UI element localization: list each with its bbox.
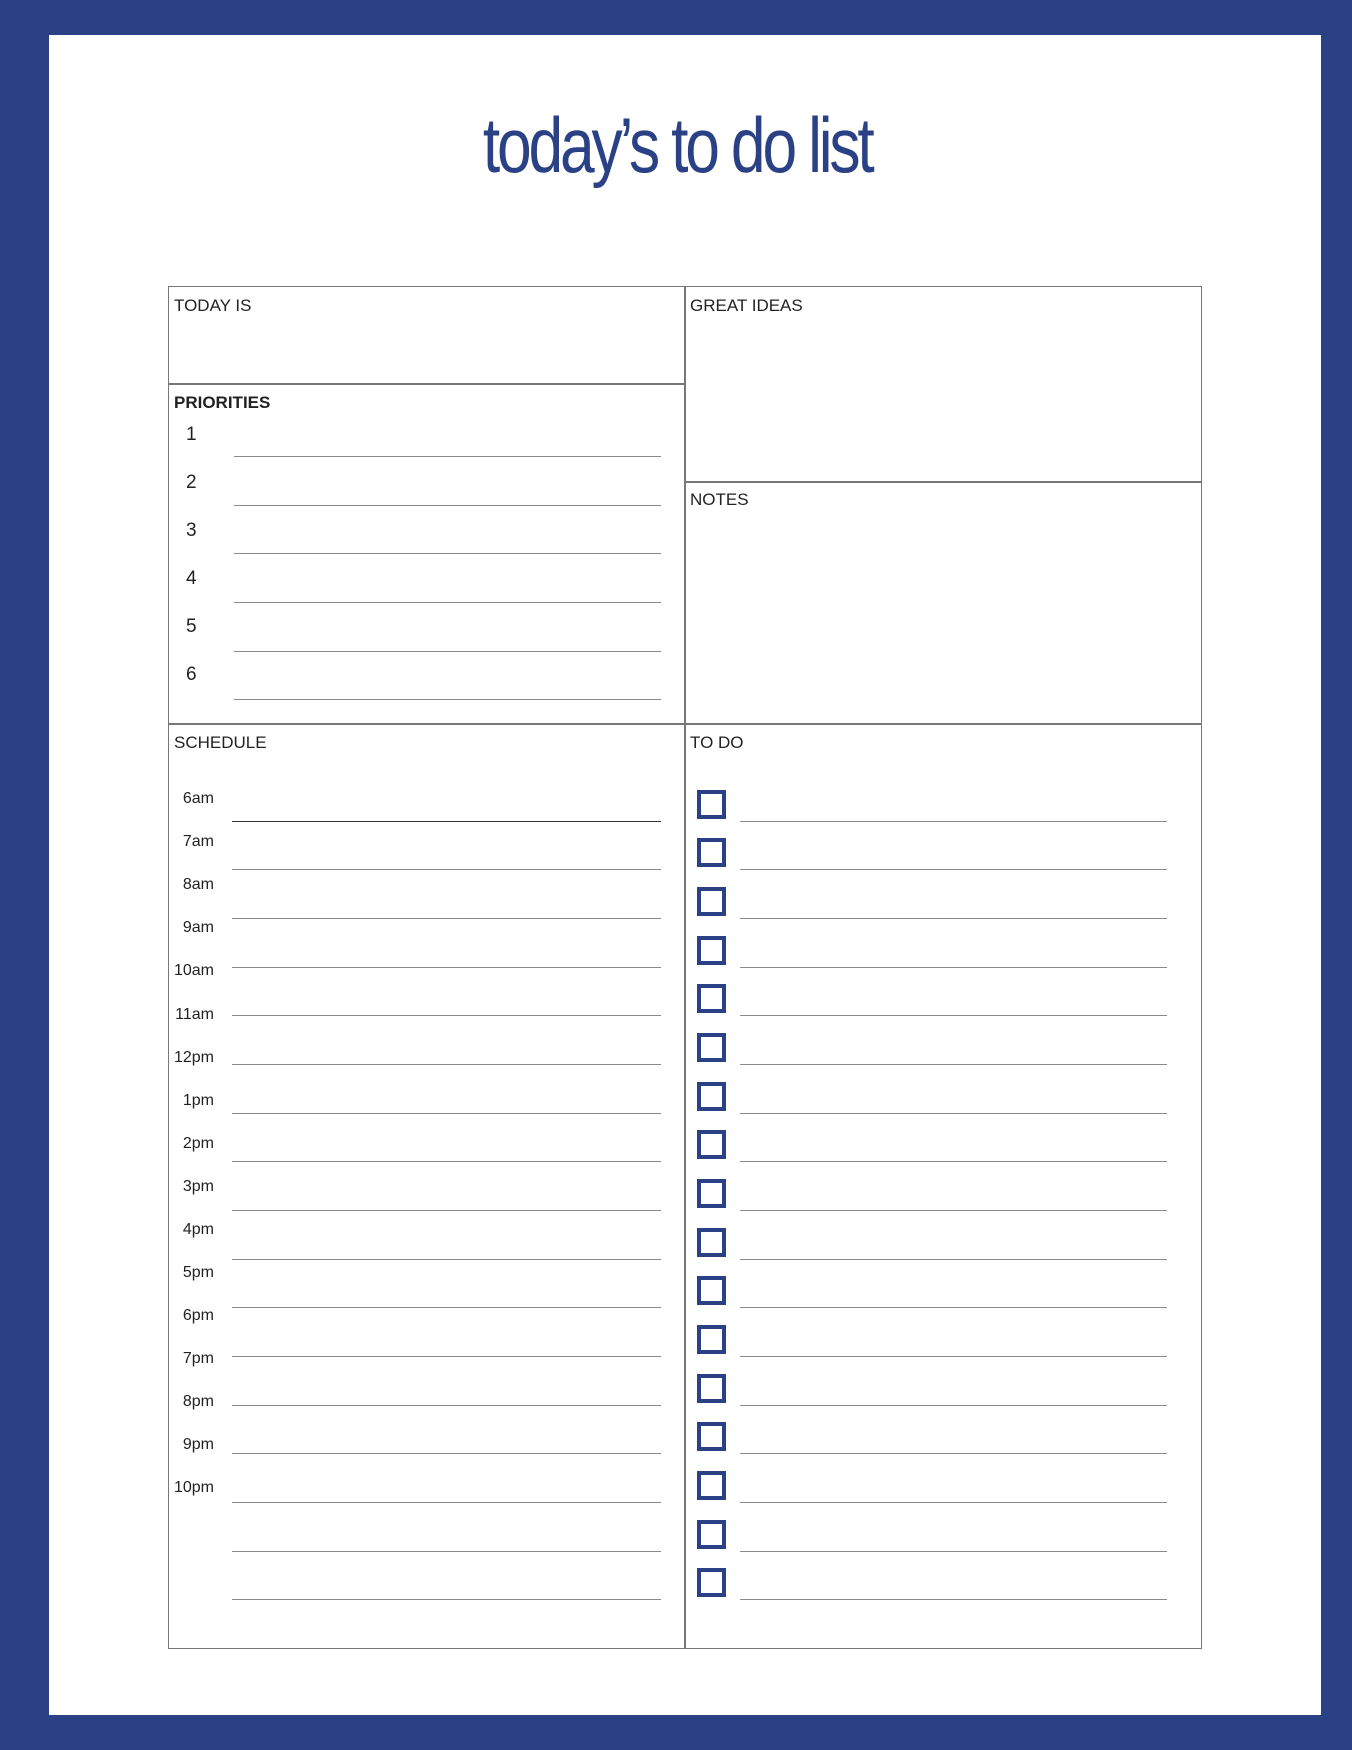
todo-box [684, 723, 1202, 1649]
checkbox-icon[interactable] [697, 1082, 726, 1111]
todo-line[interactable] [740, 1307, 1167, 1308]
schedule-time: 11am [175, 1006, 214, 1023]
checkbox-icon[interactable] [697, 984, 726, 1013]
todo-line[interactable] [740, 1259, 1167, 1260]
schedule-time: 7am [182, 833, 214, 850]
checkbox-icon[interactable] [697, 790, 726, 819]
schedule-line[interactable] [232, 1210, 661, 1211]
priority-number: 5 [186, 616, 197, 637]
schedule-line[interactable] [232, 869, 661, 870]
schedule-time: 8am [182, 876, 214, 893]
schedule-time: 3pm [182, 1178, 214, 1195]
schedule-line[interactable] [232, 918, 661, 919]
todo-line[interactable] [740, 1161, 1167, 1162]
todo-line[interactable] [740, 1113, 1167, 1114]
checkbox-icon[interactable] [697, 1130, 726, 1159]
checkbox-icon[interactable] [697, 1568, 726, 1597]
priority-line[interactable] [234, 602, 661, 603]
priority-number: 4 [186, 568, 197, 589]
checkbox-icon[interactable] [697, 1422, 726, 1451]
todo-line[interactable] [740, 869, 1167, 870]
schedule-time: 8pm [182, 1393, 214, 1410]
schedule-line[interactable] [232, 1113, 661, 1114]
checkbox-icon[interactable] [697, 1471, 726, 1500]
todo-line[interactable] [740, 918, 1167, 919]
schedule-line[interactable] [232, 1551, 661, 1552]
schedule-time: 12pm [173, 1049, 214, 1066]
schedule-line[interactable] [232, 1307, 661, 1308]
checkbox-icon[interactable] [697, 1520, 726, 1549]
checkbox-icon[interactable] [697, 1033, 726, 1062]
schedule-time: 10pm [173, 1479, 214, 1496]
todo-line[interactable] [740, 1015, 1167, 1016]
schedule-line[interactable] [232, 1356, 661, 1357]
schedule-line[interactable] [232, 1453, 661, 1454]
priority-number: 3 [186, 520, 197, 541]
priority-line[interactable] [234, 699, 661, 700]
schedule-box [168, 723, 686, 1649]
checkbox-icon[interactable] [697, 936, 726, 965]
checkbox-icon[interactable] [697, 887, 726, 916]
priority-number: 1 [186, 424, 197, 445]
priorities-box [168, 383, 686, 725]
priority-line[interactable] [234, 651, 661, 652]
todo-line[interactable] [740, 1210, 1167, 1211]
schedule-line[interactable] [232, 1502, 661, 1503]
todo-line[interactable] [740, 821, 1167, 822]
priority-number: 6 [186, 664, 197, 685]
schedule-line[interactable] [232, 967, 661, 968]
schedule-time: 6am [182, 790, 214, 807]
checkbox-icon[interactable] [697, 838, 726, 867]
priority-line[interactable] [234, 456, 661, 457]
schedule-time: 2pm [182, 1135, 214, 1152]
checkbox-icon[interactable] [697, 1276, 726, 1305]
today-is-label: TODAY IS [174, 296, 252, 315]
schedule-time: 1pm [182, 1092, 214, 1109]
great-ideas-label: GREAT IDEAS [690, 296, 803, 315]
checkbox-icon[interactable] [697, 1228, 726, 1257]
page-title: today’s to do list [482, 101, 872, 189]
schedule-line[interactable] [232, 1405, 661, 1406]
todo-line[interactable] [740, 1405, 1167, 1406]
todo-line[interactable] [740, 1064, 1167, 1065]
checkbox-icon[interactable] [697, 1374, 726, 1403]
priority-number: 2 [186, 472, 197, 493]
schedule-line[interactable] [232, 1259, 661, 1260]
schedule-time: 4pm [182, 1221, 214, 1238]
todo-line[interactable] [740, 1599, 1167, 1600]
checkbox-icon[interactable] [697, 1179, 726, 1208]
notes-box [684, 481, 1202, 725]
schedule-time: 9pm [182, 1436, 214, 1453]
priorities-label: PRIORITIES [174, 393, 271, 412]
schedule-line[interactable] [232, 1161, 661, 1162]
todo-line[interactable] [740, 1502, 1167, 1503]
schedule-line[interactable] [232, 1015, 661, 1016]
schedule-time: 6pm [182, 1307, 214, 1324]
todo-line[interactable] [740, 1356, 1167, 1357]
schedule-time: 10am [173, 962, 214, 979]
schedule-line[interactable] [232, 1599, 661, 1600]
todo-label: TO DO [690, 733, 744, 752]
schedule-line[interactable] [232, 1064, 661, 1065]
priority-line[interactable] [234, 553, 661, 554]
schedule-label: SCHEDULE [174, 733, 267, 752]
todo-line[interactable] [740, 967, 1167, 968]
schedule-line[interactable] [232, 821, 661, 822]
checkbox-icon[interactable] [697, 1325, 726, 1354]
notes-label: NOTES [690, 490, 749, 509]
priority-line[interactable] [234, 505, 661, 506]
schedule-time: 9am [182, 919, 214, 936]
todo-line[interactable] [740, 1551, 1167, 1552]
schedule-time: 7pm [182, 1350, 214, 1367]
todo-line[interactable] [740, 1453, 1167, 1454]
schedule-time: 5pm [182, 1264, 214, 1281]
